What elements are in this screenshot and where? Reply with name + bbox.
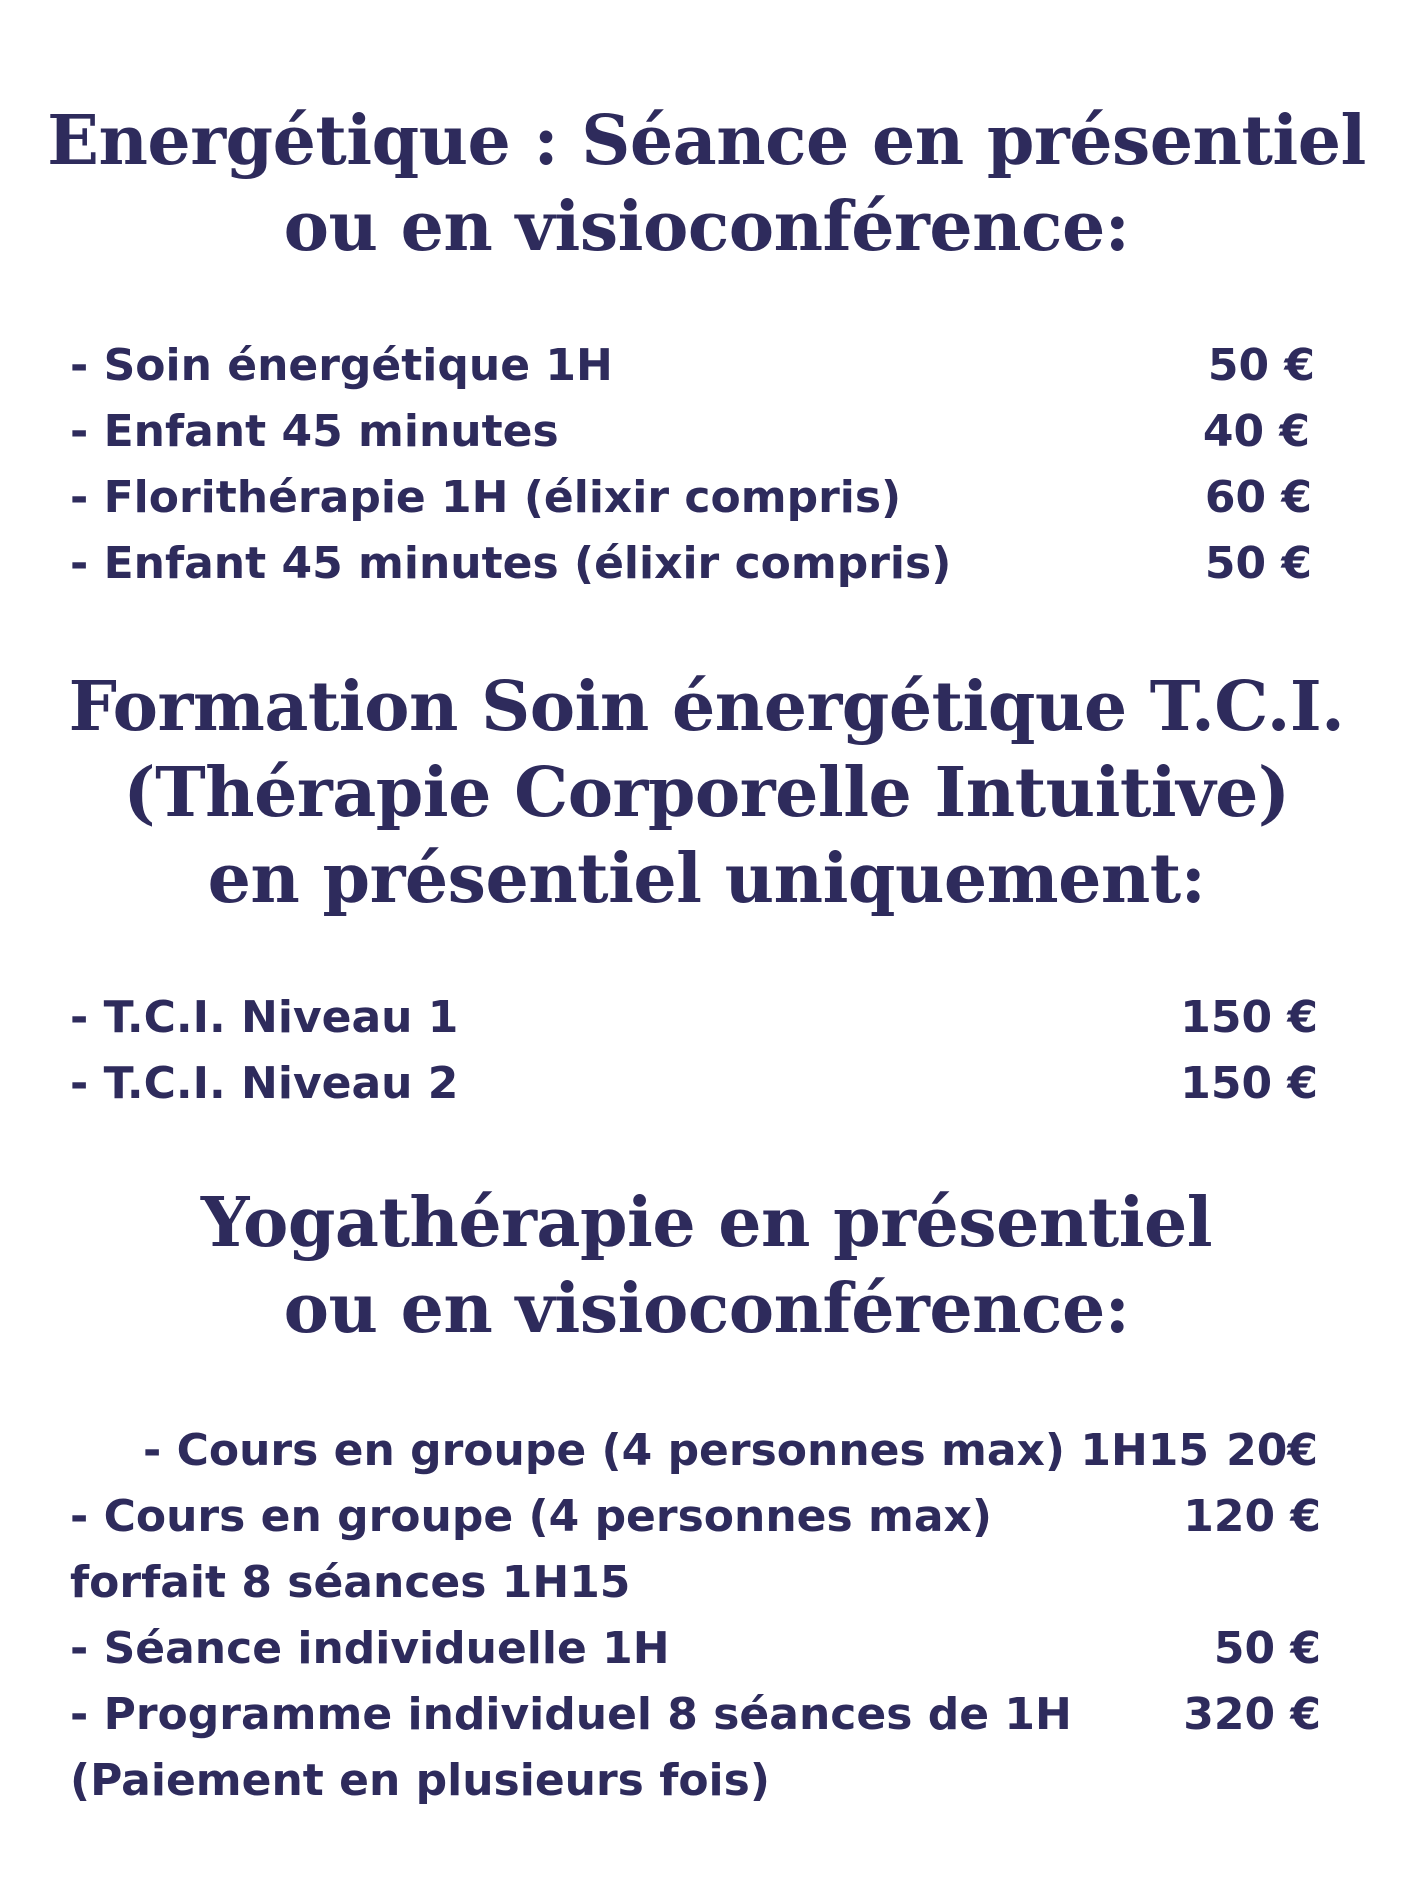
item-seance-individuelle-price: 50 € xyxy=(1213,1623,1321,1674)
section-title-line: ou en visioconférence: xyxy=(283,1269,1130,1349)
section-title-line: en présentiel uniquement: xyxy=(207,839,1206,919)
item-forfait-groupe-price: 120 € xyxy=(1183,1491,1321,1542)
item-forfait-groupe-label: - Cours en groupe (4 personnes max) xyxy=(70,1491,993,1542)
item-floritherapie-price: 60 € xyxy=(1204,472,1312,523)
section-title-formation xyxy=(0,664,1413,922)
item-cours-groupe-label: - Cours en groupe (4 personnes max) 1H15 xyxy=(143,1425,1210,1476)
item-tci-niveau-2-price: 150 € xyxy=(1180,1058,1318,1109)
section-title-line: Yogathérapie en présentiel xyxy=(200,1183,1213,1263)
section-title-line: ou en visioconférence: xyxy=(283,187,1130,267)
section-title-yogatherapie xyxy=(0,1180,1413,1352)
item-floritherapie-label: - Florithérapie 1H (élixir compris) xyxy=(70,472,902,523)
item-enfant-elixir-label: - Enfant 45 minutes (élixir compris) xyxy=(70,538,952,589)
section-title-energetique xyxy=(0,98,1413,270)
section-title-line: Formation Soin énergétique T.C.I. xyxy=(68,667,1345,747)
item-seance-individuelle-label: - Séance individuelle 1H xyxy=(70,1623,670,1674)
item-enfant-elixir-price: 50 € xyxy=(1204,538,1312,589)
item-tci-niveau-2-label: - T.C.I. Niveau 2 xyxy=(70,1058,459,1109)
item-enfant-price: 40 € xyxy=(1202,406,1310,457)
item-forfait-groupe-label-line2: forfait 8 séances 1H15 xyxy=(70,1557,631,1608)
item-cours-groupe-price: 20€ xyxy=(1226,1425,1318,1476)
section-title-line: Energétique : Séance en présentiel xyxy=(47,101,1366,181)
item-soin-energetique-label: - Soin énergétique 1H xyxy=(70,340,613,391)
item-enfant-label: - Enfant 45 minutes xyxy=(70,406,559,457)
item-tci-niveau-1-label: - T.C.I. Niveau 1 xyxy=(70,992,459,1043)
item-soin-energetique-price: 50 € xyxy=(1207,340,1315,391)
item-programme-individuel-price: 320 € xyxy=(1183,1689,1321,1740)
item-tci-niveau-1-price: 150 € xyxy=(1180,992,1318,1043)
section-title-line: (Thérapie Corporelle Intuitive) xyxy=(123,753,1290,833)
item-programme-individuel-label-line2: (Paiement en plusieurs fois) xyxy=(70,1755,770,1806)
item-programme-individuel-label: - Programme individuel 8 séances de 1H xyxy=(70,1689,1072,1740)
